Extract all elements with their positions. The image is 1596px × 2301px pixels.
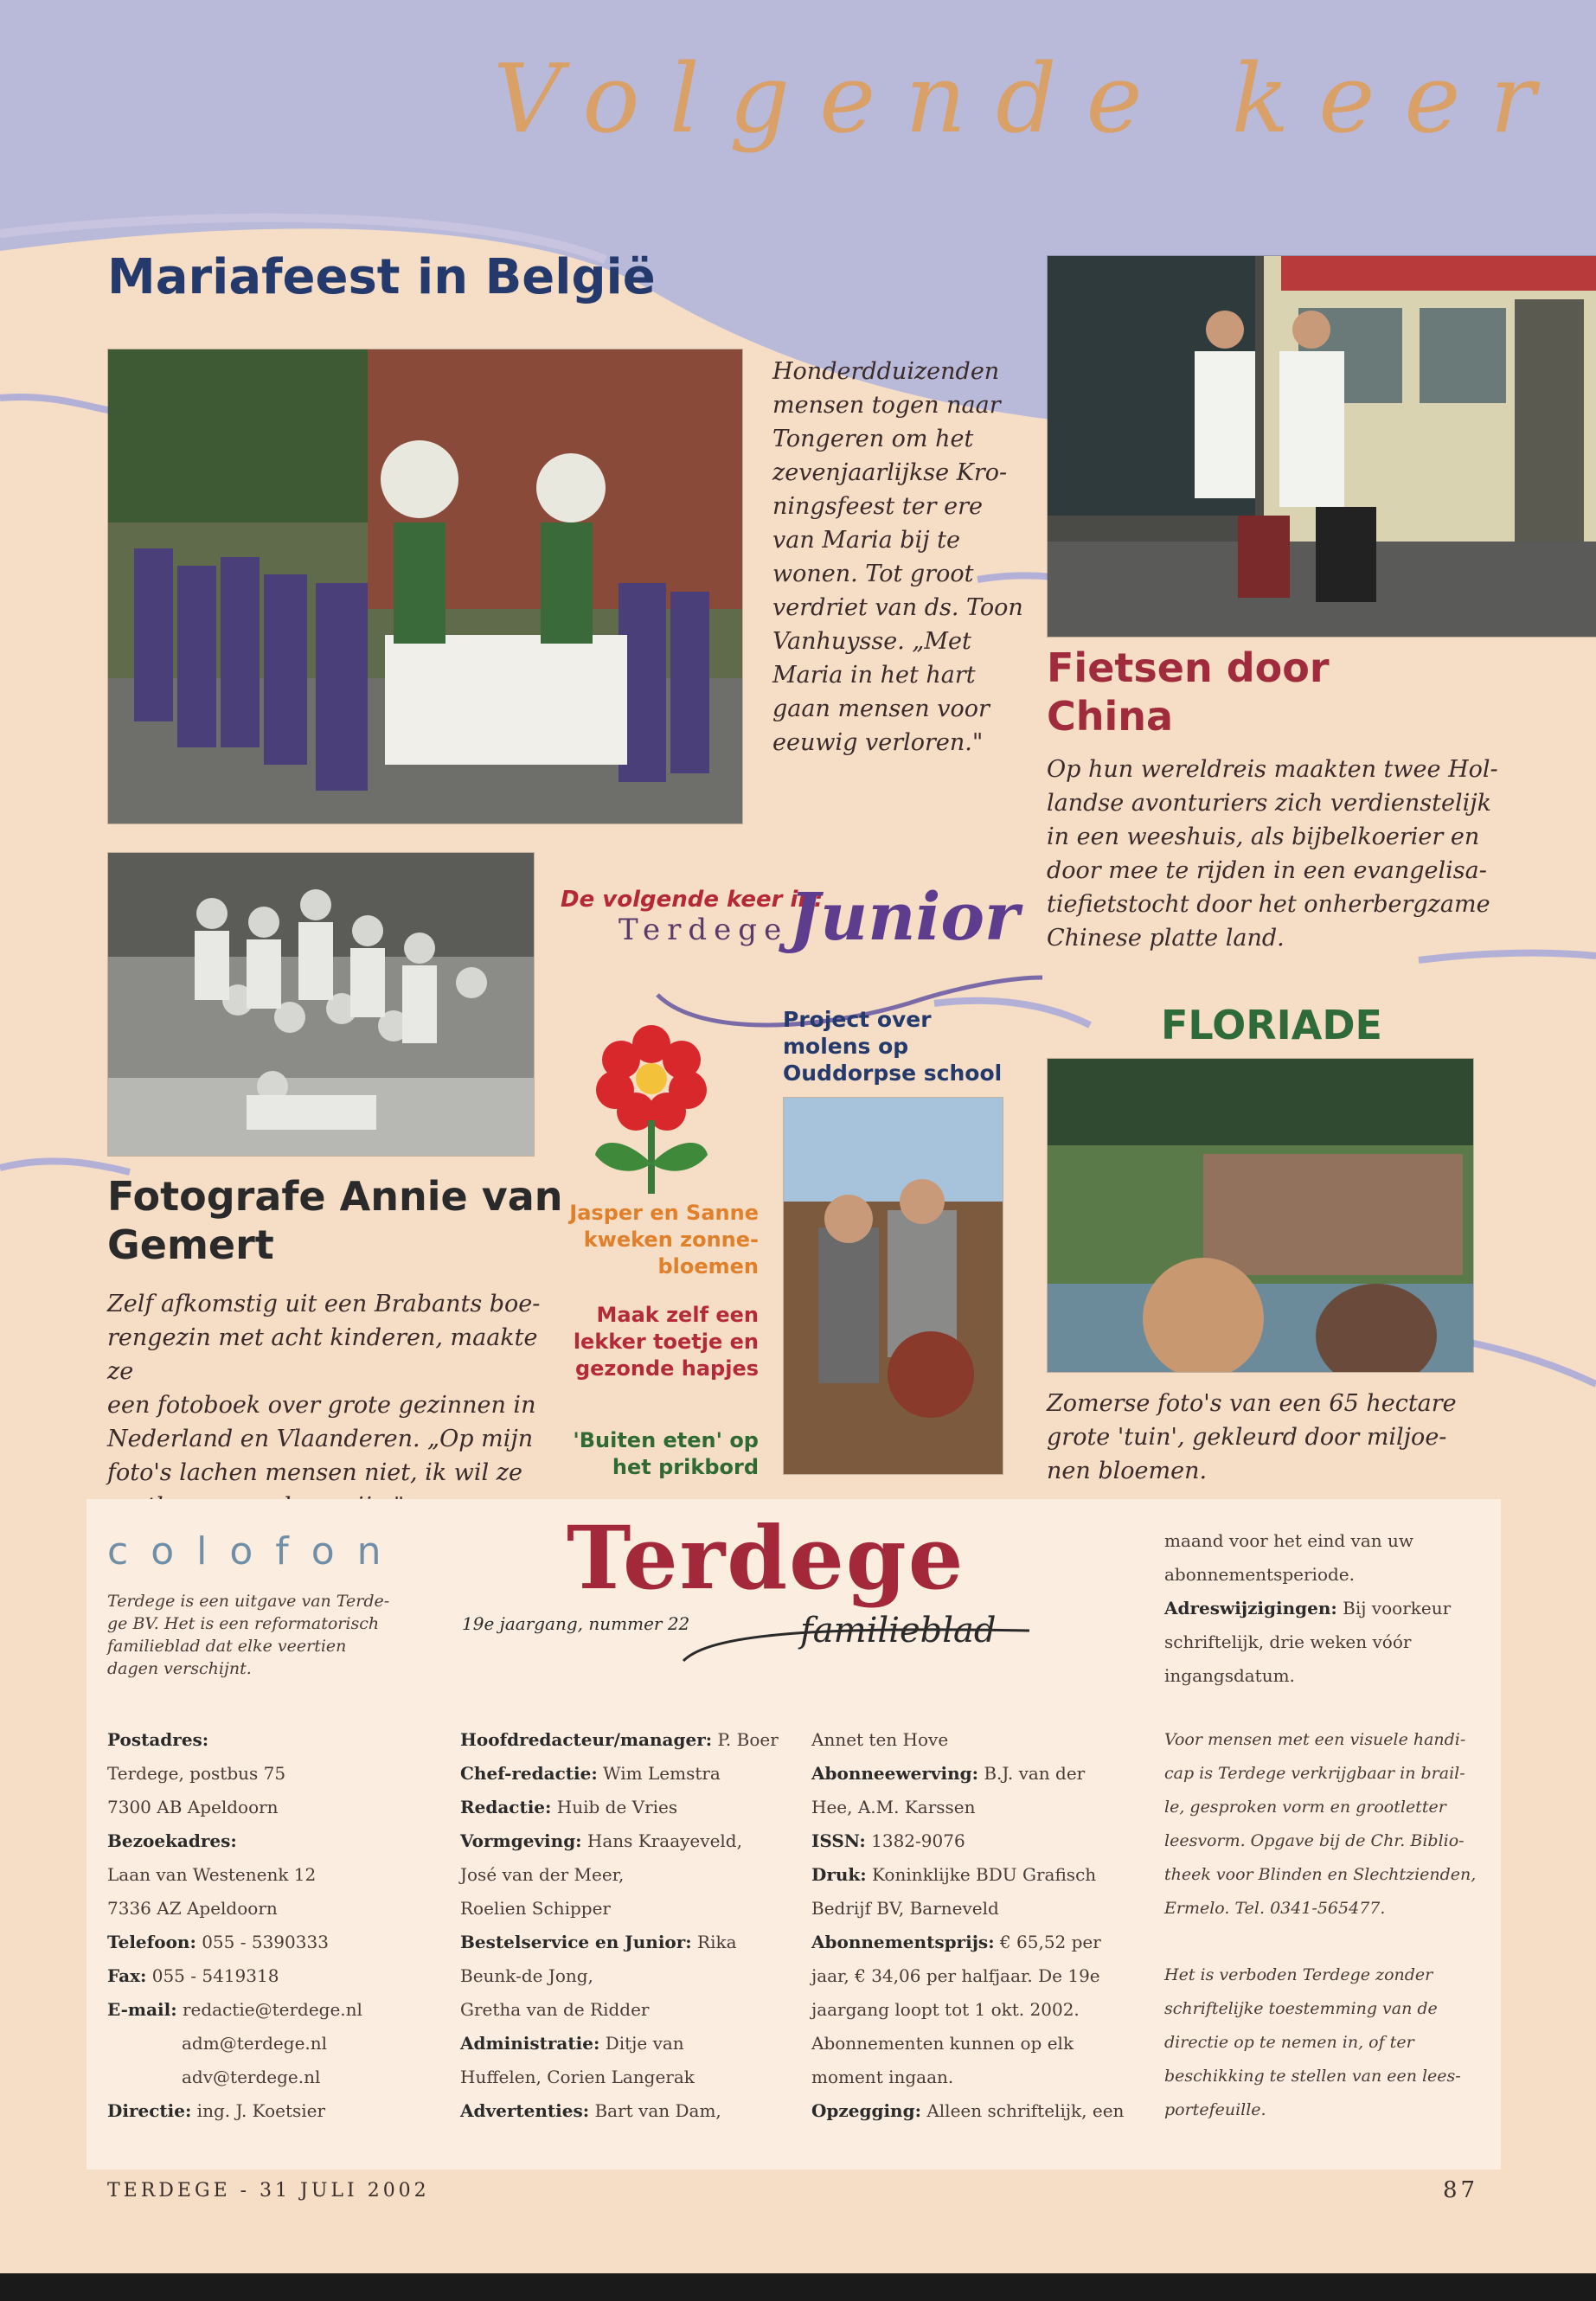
floriade-photo (1047, 1058, 1474, 1373)
logo-swash (675, 1618, 1038, 1678)
mariafeest-photo (107, 349, 743, 824)
floriade-title: FLORIADE (1161, 1002, 1382, 1048)
colofon-logo: Terdege (567, 1507, 965, 1609)
fotografe-text: Zelf afkomstig uit een Brabants boe- rengezin met acht kinderen, maakte ze een fotoboek over grote gezinnen in Nederland en Vlaanderen. „Op mijn foto's lachen mensen niet, ik wil ze (107, 1291, 541, 1486)
junior-logo: Junior (789, 878, 1020, 955)
footer-publication-date: TERDEGE - 31 JULI 2002 (107, 2180, 430, 2202)
floriade-text: Zomerse foto's van een 65 hectare grote 'tuin', gekleurd door miljoe- nen bloemen. (1047, 1390, 1457, 1484)
junior-prefix: De volgende keer in: (561, 887, 824, 913)
china-text: Op hun wereldreis maakten twee Hol- landse avonturiers zich verdienstelijk in een weeshuis, als bijbelkoerier en door mee te rijden in een evangelisa- tiefietstocht door het onherbergzame Chinese platte land. (1047, 756, 1498, 952)
colofon-col-4a: Voor mensen met een visuele handi- cap is Terdege verkrijgbaar in brail- le, gesproken vorm en grootletter leesvorm. Opgave bij de Chr. Biblio- theek voor Blinden en Slechtzienden, Ermelo. Tel. 0341-565477. (1164, 1730, 1477, 1918)
colofon-intro: Terdege is een uitgave van Terde- ge BV. Het is een reformatorisch familieblad dat elke veertien dagen verschijnt. (107, 1592, 390, 1678)
colofon-col-1: Postadres: Terdege, postbus 75 7300 AB Apeldoorn Bezoekadres: Laan van Westenenk 12 7336 AZ Apeldoorn Telefoon: 055 - 5390333 Fax: 055 - 5419318 E-mail: redactie@terdege.nl adm@terdege.nl adv@terdege.nl Directie: ing. J. Koetsier (107, 1729, 362, 2121)
colofon-edition: 19e jaargang, nummer 22 (462, 1613, 690, 1634)
china-photo (1047, 255, 1596, 638)
junior-brand: Terdege (619, 913, 789, 947)
junior-project: Project over molens op Ouddorpse school (783, 1007, 1003, 1086)
junior-item-1: Jasper en Sanne kweken zonne- bloemen (569, 1201, 759, 1279)
section-title: Volgende keer (493, 43, 1566, 154)
colofon-col-3: Annet ten Hove Abonneewerving: B.J. van der Hee, A.M. Karssen ISSN: 1382-9076 Druk: Koninklijke BDU Grafisch Bedrijf BV, Barneveld Abonnementsprijs: € 65,52 per jaar, € 34,06 per halfjaar. De 19e jaargang loopt tot 1 okt. 2002. Abonnementen kunnen op elk moment ingaan. Opzegging: Alleen schriftelijk, een (811, 1729, 1125, 2121)
bottom-edge-bar (0, 2273, 1596, 2301)
colofon-col-4b: Het is verboden Terdege zonder schriftelijke toestemming van de directie op te nemen in, of ter beschikking te stellen van een lees- portefeuille. (1164, 1965, 1461, 2119)
junior-item-3: 'Buiten eten' op het prikbord (573, 1428, 759, 1479)
china-title: Fietsen door China (1047, 644, 1330, 740)
colofon-top-right: maand voor het eind van uw abonnementsperiode. Adreswijzigingen: Bij voorkeur schriftelijk, drie weken vóór ingangsdatum. (1164, 1530, 1452, 1686)
flower-icon (591, 1025, 712, 1194)
molens-photo (783, 1097, 1003, 1475)
colofon-col-2: Hoofdredacteur/manager: P. Boer Chef-redactie: Wim Lemstra Redactie: Huib de Vries Vormgeving: Hans Kraayeveld, José van der Meer, Roelien Schipper Bestelservice en Junior: Rika Beunk-de Jong, Gretha van de Ridder Administratie: Ditje van Huffelen, Corien Langerak Advertenties: Bart van Dam, (460, 1729, 779, 2121)
page-number: 87 (1443, 2177, 1479, 2203)
mariafeest-title: Mariafeest in België (107, 249, 656, 305)
mariafeest-text: Honderdduizenden mensen togen naar Tongeren om het zevenjaarlijkse Kro- ningsfeest ter ere van Maria bij te wonen. Tot groot verdriet van ds. Toon Vanhuysse. „Met Maria in het hart gaan mensen voor eeuwig verloren." (772, 358, 1023, 756)
fotografe-photo (107, 852, 535, 1157)
junior-item-2: Maak zelf een lekker toetje en gezonde hapjes (573, 1303, 759, 1381)
fotografe-title: Fotografe Annie van Gemert (107, 1173, 563, 1268)
colofon-logo-sub: familieblad (800, 1611, 997, 1650)
colofon-heading: colofon (107, 1529, 404, 1574)
